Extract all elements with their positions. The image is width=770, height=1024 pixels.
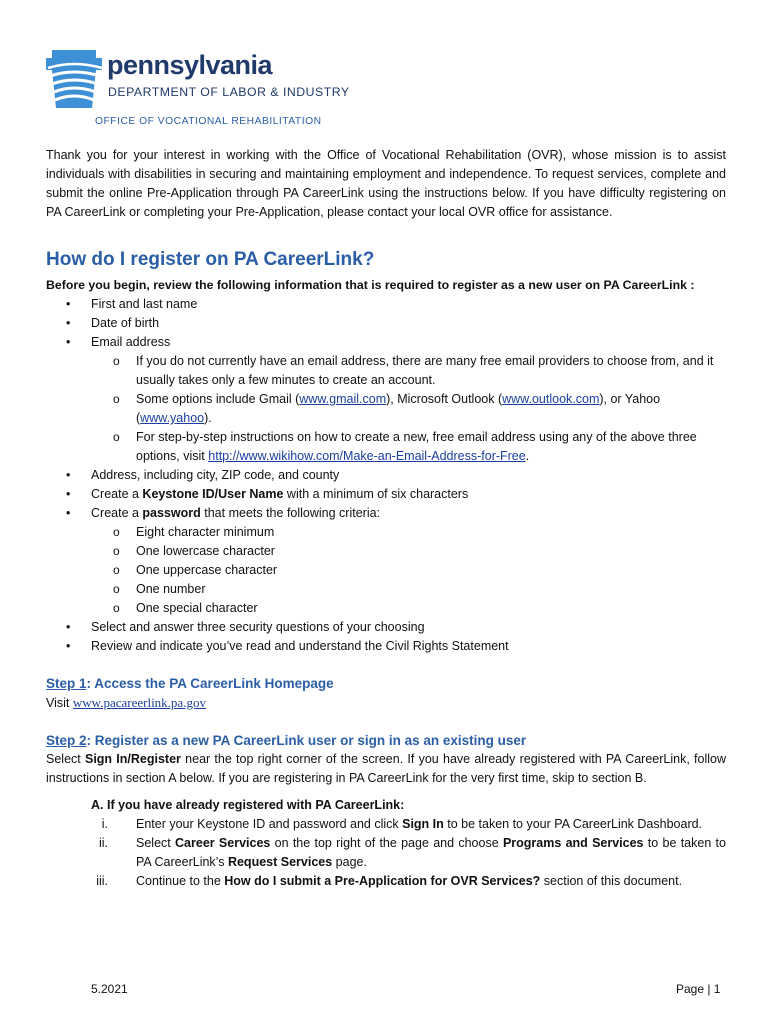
list-item: o Eight character minimum [46,523,726,542]
step1-heading: Step 1: Access the PA CareerLink Homepage [46,676,334,691]
list-item: o If you do not currently have an email address, there are many free email providers to choose from, and it usually takes only a few minutes to create an account. [46,352,726,390]
list-item: • Date of birth [46,314,726,333]
step2-text: Select Sign In/Register near the top right corner of the screen. If you have already registered with PA CareerLink, follow instructions in section A below. If you are registering in PA CareerLink for the very first time, skip to section B. [46,752,727,785]
section-a [46,796,726,891]
section-a-list [46,815,726,891]
register-heading: How do I register on PA CareerLink? [46,249,375,270]
keystone-icon [44,46,104,108]
document-body [46,146,726,891]
list-item: i. Enter your Keystone ID and password and click Sign In to be taken to your PA CareerLink Dashboard. [101,817,703,831]
list-item: • Review and indicate you’ve read and understand the Civil Rights Statement [46,637,726,656]
yahoo-link[interactable]: www.yahoo [140,411,205,425]
step2-heading: Step 2: Register as a new PA CareerLink user or sign in as an existing user [46,733,527,748]
footer-page-number: Page | 1 [676,982,721,996]
requirements-list-continued [46,466,726,523]
list-item: o One special character [46,599,726,618]
list-item: o Some options include Gmail (www.gmail.com), Microsoft Outlook (www.outlook.com), or Yahoo (www.yahoo). [46,390,726,428]
list-item: • Select and answer three security questions of your choosing [46,618,726,637]
logo-title: pennsylvania [107,50,273,80]
list-item: • Address, including city, ZIP code, and county [46,466,726,485]
list-item: o One number [46,580,726,599]
requirements-list-end [46,618,726,656]
outlook-link[interactable]: www.outlook.com [502,392,600,406]
list-item: • First and last name [46,295,726,314]
password-rules-list [46,523,726,618]
email-sublist [46,352,726,466]
section-a-title: A. If you have already registered with PA CareerLink: [91,798,405,812]
pacareerlink-link[interactable]: www.pacareerlink.pa.gov [72,695,206,710]
list-item: iii. Continue to the How do I submit a Pre-Application for OVR Services? section of this document. [96,874,683,888]
list-item: • Create a Keystone ID/User Name with a minimum of six characters [46,485,726,504]
list-item: • Create a password that meets the following criteria: [46,504,726,523]
list-item: o One lowercase character [46,542,726,561]
logo-department: DEPARTMENT OF LABOR & INDUSTRY [108,85,350,99]
list-item: o For step-by-step instructions on how to create a new, free email address using any of the above three options, visit http://www.wikihow.com/Make-an-Email-Address-for-Free. [46,428,726,466]
gmail-link[interactable]: www.gmail.com [299,392,387,406]
office-name: OFFICE OF VOCATIONAL REHABILITATION [95,116,322,127]
wikihow-link[interactable]: http://www.wikihow.com/Make-an-Email-Address-for-Free [208,449,526,463]
step1-text: Visit www.pacareerlink.pa.gov [46,695,206,710]
requirements-lead: Before you begin, review the following information that is required to register as a new user on PA CareerLink : [46,278,695,292]
intro-paragraph: Thank you for your interest in working with the Office of Vocational Rehabilitation (OVR), whose mission is to assist individuals with disabilities in securing and maintaining employment and independence. To request services, complete and submit the online Pre-Application through PA CareerLink using the instructions below. If you have difficulty registering on PA CareerLink or completing your Pre-Application, please contact your local OVR office for assistance. [46,148,726,219]
requirements-list [46,295,726,352]
list-item: o One uppercase character [46,561,726,580]
list-item: • Email address [46,333,726,352]
footer-date: 5.2021 [91,982,128,996]
list-item: ii. Select Career Services on the top right of the page and choose Programs and Services to be taken to PA CareerLink’s Request Services page. [98,836,726,869]
